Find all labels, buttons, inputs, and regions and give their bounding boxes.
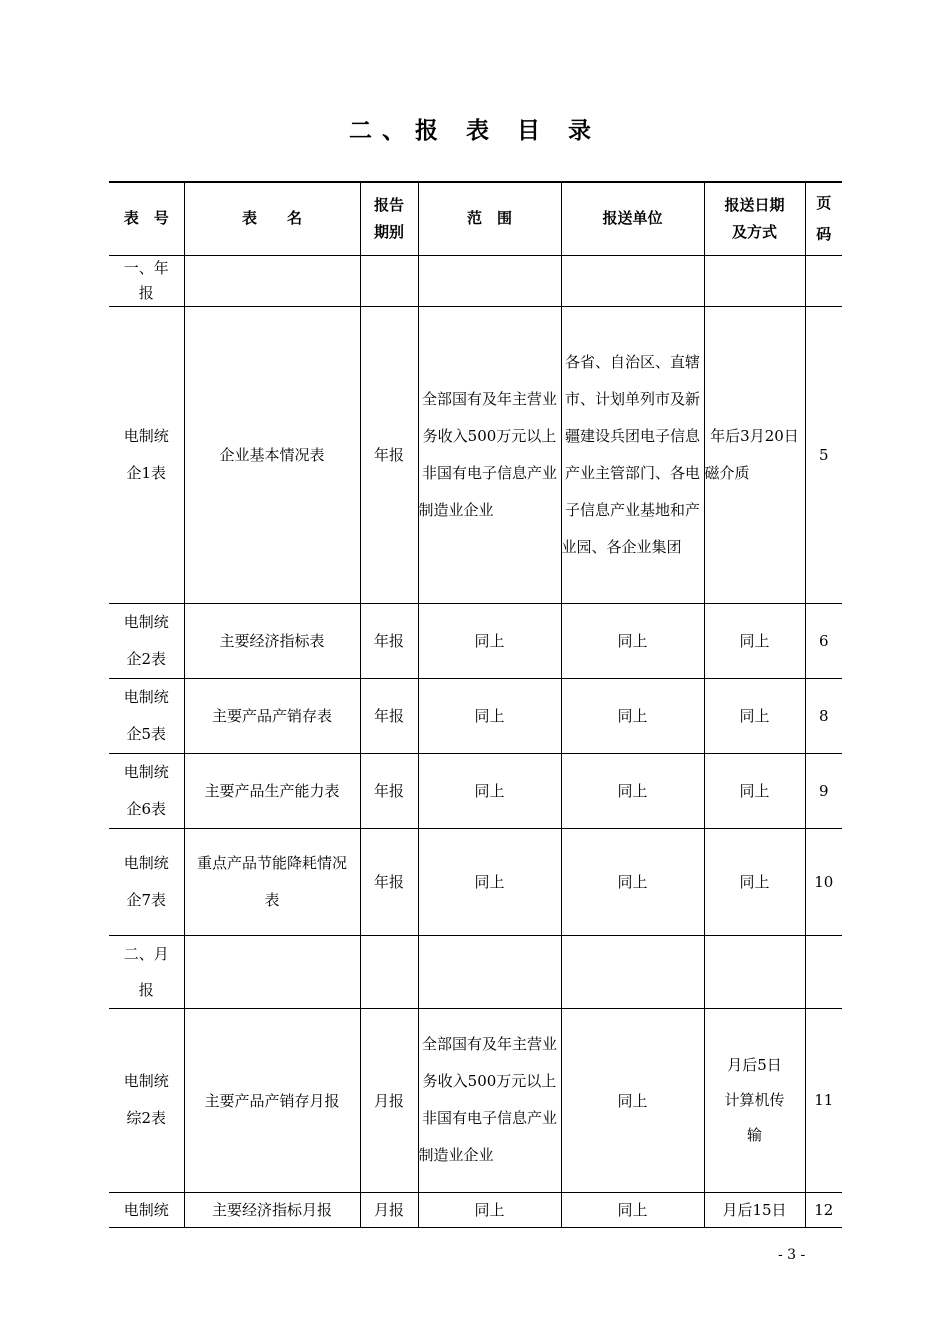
row-code: 电制统企2表 [109,603,184,678]
table-row [109,753,842,828]
row-unit: 同上 [561,1008,704,1192]
row-date: 月后15日 [704,1192,805,1227]
row-period: 月报 [360,1008,418,1192]
row-page: 6 [805,603,842,678]
header-name: 表 名 [184,182,360,255]
header-row [109,182,842,255]
row-page: 8 [805,678,842,753]
page-title: 二、报 表 目 录 [348,118,602,144]
row-date: 同上 [704,828,805,935]
row-unit: 同上 [561,753,704,828]
table-row [109,828,842,935]
row-period: 年报 [360,678,418,753]
row-period: 年报 [360,753,418,828]
row-unit: 同上 [561,828,704,935]
row-period: 月报 [360,1192,418,1227]
table-row [109,1008,842,1192]
row-scope: 同上 [418,828,561,935]
row-name: 重点产品节能降耗情况表 [184,828,360,935]
row-scope: 全部国有及年主营业务收入500万元以上非国有电子信息产业制造业企业 [418,306,561,603]
row-scope: 同上 [418,1192,561,1227]
report-catalog-table [109,181,842,1228]
row-code: 电制统 [109,1192,184,1227]
row-code: 电制统企7表 [109,828,184,935]
row-name: 主要产品生产能力表 [184,753,360,828]
row-unit: 各省、自治区、直辖市、计划单列市及新疆建设兵团电子信息产业主管部门、各电子信息产业基地和产业园、各企业集团 [561,306,704,603]
page-number: - 3 - [778,1247,806,1263]
row-date: 年后3月20日磁介质 [704,306,805,603]
row-period: 年报 [360,828,418,935]
row-code: 电制统企1表 [109,306,184,603]
table-row [109,603,842,678]
row-date: 同上 [704,753,805,828]
section-row-annual [109,255,842,306]
table-row [109,1192,842,1227]
section-label: 一、年报 [109,255,184,306]
row-name: 主要产品产销存月报 [184,1008,360,1192]
row-name: 主要经济指标表 [184,603,360,678]
table-row [109,306,842,603]
row-scope: 全部国有及年主营业务收入500万元以上非国有电子信息产业制造业企业 [418,1008,561,1192]
row-period: 年报 [360,603,418,678]
header-date: 报送日期及方式 [704,182,805,255]
row-date: 同上 [704,678,805,753]
row-name: 主要经济指标月报 [184,1192,360,1227]
row-page: 11 [805,1008,842,1192]
row-code: 电制统企5表 [109,678,184,753]
header-period: 报告期别 [360,182,418,255]
row-page: 12 [805,1192,842,1227]
row-scope: 同上 [418,678,561,753]
row-date: 月后5日计算机传输 [704,1008,805,1192]
row-scope: 同上 [418,603,561,678]
row-scope: 同上 [418,753,561,828]
section-row-monthly [109,935,842,1008]
section-label: 二、月报 [109,935,184,1008]
row-unit: 同上 [561,603,704,678]
row-page: 10 [805,828,842,935]
row-period: 年报 [360,306,418,603]
row-code: 电制统综2表 [109,1008,184,1192]
header-scope: 范 围 [418,182,561,255]
row-unit: 同上 [561,1192,704,1227]
row-page: 5 [805,306,842,603]
row-date: 同上 [704,603,805,678]
row-unit: 同上 [561,678,704,753]
header-page: 页码 [805,182,842,255]
row-name: 主要产品产销存表 [184,678,360,753]
row-page: 9 [805,753,842,828]
row-name: 企业基本情况表 [184,306,360,603]
header-unit: 报送单位 [561,182,704,255]
table-row [109,678,842,753]
row-code: 电制统企6表 [109,753,184,828]
header-code: 表 号 [109,182,184,255]
